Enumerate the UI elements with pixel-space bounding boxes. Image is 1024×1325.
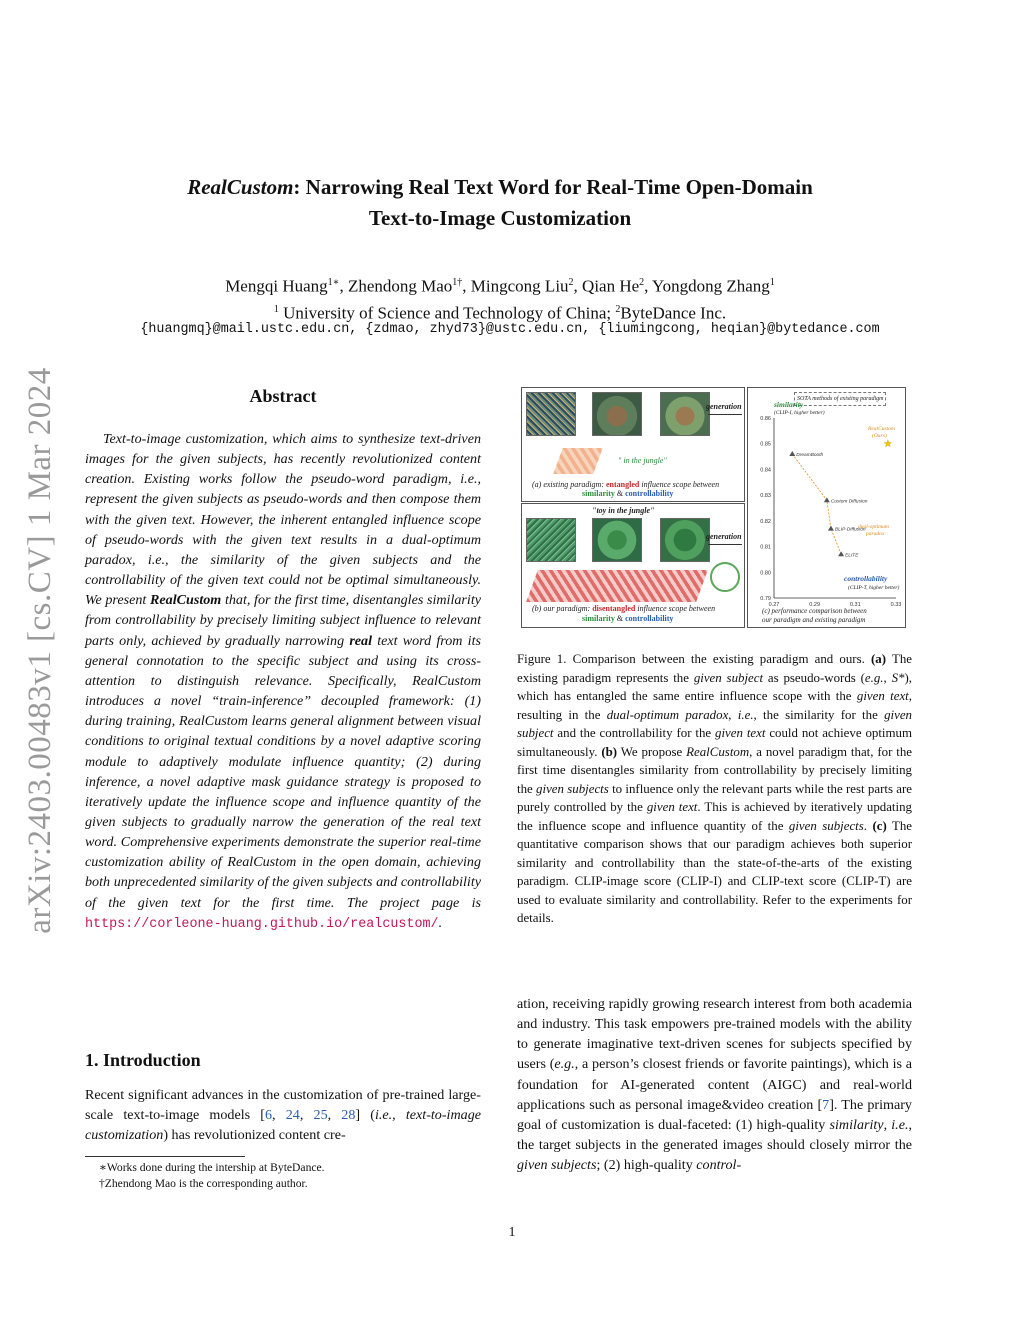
y-tick-label: 0.82 — [760, 518, 771, 525]
caption-text: We propose — [617, 744, 687, 759]
caption-text: , — [883, 670, 892, 685]
abstract-body — [85, 429, 481, 935]
author-sup: 2 — [639, 277, 645, 288]
affiliation-1: University of Science and Technology of China; — [283, 303, 612, 323]
caption-text: (a) existing paradigm: — [532, 480, 606, 489]
x-tick-label: 0.31 — [849, 602, 861, 608]
toy-image — [592, 518, 642, 562]
body-text: i.e. — [891, 1116, 909, 1133]
caption-text: given subject — [517, 707, 912, 740]
legend: SOTA methods of existing paradigm — [794, 392, 886, 406]
intro-text: , text-to-image customization — [85, 1107, 481, 1144]
caption-text: , — [728, 707, 738, 722]
prompt-label: "toy in the jungle" — [592, 506, 655, 515]
caption-text: RealCustom — [686, 744, 750, 759]
caption-bold: entangled — [606, 480, 640, 489]
y-tick-label: 0.79 — [760, 596, 771, 602]
body-text: ation, receiving rapidly growing research interest from both academia and industry. This task empowers pre-trained models with the ability to generate imaginative text-driven scenes for subjects specified by users ( — [517, 996, 912, 1073]
author-name: Mengqi Huang — [225, 276, 328, 296]
abstract-text: text word from its general connotation to the specific subject and using its cross-attention to distinguish relevance. Specifically, RealCustom introduces a novel “train-inference” decoupled framework: (1) during training, RealCustom learns general alignment between visual conditions to original textual conditions by a novel adaptive scoring module to adaptively modulate influence quantity; (2) during inference, a novel adaptive mask guidance strategy is proposed to iteratively update the influence scope and influence quantity of the given subjects to gradually narrow the generation of the real text word. Comprehensive experiments demonstrate the superior real-time customization ability of RealCustom in the open domain, achieving both unprecedented similarity of the given subjects and controllability of the given text for the first time. The project page is — [85, 632, 481, 911]
ours-label: (Ours) — [872, 433, 887, 439]
affiliation-2: ByteDance Inc. — [620, 303, 727, 323]
prompt-label: " in the jungle" — [618, 456, 667, 465]
toy-image — [592, 392, 642, 436]
caption-text: ), which has entangled the same entire influence scope with the — [517, 670, 912, 703]
caption-text: given text — [856, 689, 909, 703]
intro-text: ) has revolutionized content cre- — [163, 1127, 346, 1144]
caption-text: given subjects — [536, 781, 609, 796]
paradox-label: dual-optimum — [858, 524, 889, 530]
body-text: similarity — [829, 1116, 884, 1133]
data-point-label: Custom Diffusion — [830, 499, 868, 505]
data-point-existing — [789, 451, 795, 456]
toy-image — [660, 392, 710, 436]
abstract-text: Text-to-image customization, which aims to synthesize text-driven images for the given subjects, has recently revolutionized content creation. Existing works follow the pseudo-word paradigm, i.e., represent the given subjects as pseudo-words and then compose them with the given text. However, the inherent entangled influence scope of pseudo-words with the given text results in a dual-optimum paradox, i.e., the similarity of the given subjects and the controllability of the given text could not be optimal simultaneously. We present — [85, 431, 481, 609]
caption-label: (c) — [872, 818, 887, 833]
caption-text: influence scope between — [639, 480, 720, 489]
right-column-body — [517, 994, 912, 1175]
controllability-word: controllability — [625, 489, 674, 498]
body-text: e.g. — [554, 1056, 575, 1073]
caption-text: The existing paradigm represents the — [517, 652, 912, 685]
caption-text: influence scope between — [635, 604, 716, 613]
caption-label: (b) — [601, 744, 618, 759]
arxiv-id: arXiv:2403.00483v1 [cs.CV] 1 Mar 2024 — [21, 366, 58, 934]
intro-text: Recent significant advances in the customization of pre-trained large-scale text-to-image models — [85, 1087, 481, 1124]
body-text: control- — [696, 1157, 742, 1174]
noise-image — [526, 518, 576, 562]
footnote-1: ∗Works done during the intership at ByteDance. — [99, 1161, 325, 1174]
caption-text: as pseudo-words ( — [763, 670, 865, 685]
body-text: , the target subjects in the generated images should closely mirror the — [517, 1116, 913, 1154]
iterative-update-icon — [710, 562, 740, 592]
intro-section — [85, 1050, 481, 1145]
body-text: ]. The primary goal of customization is dual-faceted: (1) high-quality — [517, 1096, 912, 1133]
abstract-text: . — [438, 914, 443, 931]
author-name: Qian He — [582, 276, 640, 296]
panel-b-caption-2 — [582, 614, 673, 624]
author-name: Yongdong Zhang — [652, 276, 770, 296]
caption-bold: disentangled — [592, 604, 636, 613]
arrow — [708, 414, 742, 415]
aff-sup: 2 — [615, 303, 621, 315]
figure-panel-c — [747, 387, 906, 628]
author-sup: 2 — [568, 277, 574, 288]
figure-panel-a — [521, 387, 745, 502]
title-line2: Text-to-Image Customization — [368, 206, 632, 230]
data-point-existing — [828, 526, 834, 531]
y-tick-label: 0.80 — [760, 570, 771, 577]
caption-text: Figure 1. Comparison between the existing paradigm and ours. — [517, 652, 865, 666]
caption-text: The quantitative comparison shows that our paradigm achieves both superior similarity and controllability than the state-of-the-arts of the existing paradigm. CLIP-image score (CLIP-I) and CLIP-text score (CLIP-T) are used to evaluate similarity and controllability. Refer to the experiments for details. — [517, 818, 913, 925]
author-sup: 1∗ — [327, 277, 340, 288]
controllability-word: controllability — [625, 614, 674, 623]
data-point-label: DreamBooth — [796, 453, 824, 458]
generation-label: generation — [706, 532, 742, 541]
x-tick-label: 0.27 — [768, 602, 780, 608]
citation-link[interactable]: 6 — [265, 1107, 273, 1124]
arxiv-stamp — [20, 350, 60, 950]
intro-text: i.e. — [374, 1107, 393, 1124]
abstract-bold: RealCustom — [150, 592, 222, 609]
caption-text: given text — [715, 726, 766, 740]
caption-text: i.e. — [737, 707, 754, 722]
citation-link[interactable]: 7 — [822, 1096, 830, 1113]
caption-text: e.g. — [864, 670, 884, 685]
y-tick-label: 0.86 — [760, 416, 771, 422]
y-tick-label: 0.85 — [760, 441, 771, 448]
x-axis-sub: (CLIP-T, higher better) — [848, 585, 900, 591]
data-point-existing — [824, 497, 830, 502]
author-sup: 1† — [452, 277, 463, 288]
attention-map — [553, 448, 602, 474]
caption-text: dual-optimum paradox — [606, 707, 729, 722]
panel-a-caption-2 — [582, 489, 673, 499]
caption-text: to influence only the relevant parts while the rest parts are purely controlled by the — [517, 781, 912, 814]
caption-text: . — [863, 818, 873, 833]
caption-text: , a novel paradigm that, for the first time disentangles similarity from controllability by precisely limiting the — [517, 744, 912, 796]
abstract-heading: Abstract — [249, 386, 317, 406]
body-text: given subjects — [517, 1157, 597, 1174]
caption-text: could not achieve optimum simultaneously. — [517, 726, 913, 759]
y-tick-label: 0.84 — [760, 467, 771, 474]
y-axis-label: similarity — [774, 400, 804, 409]
abstract-section — [85, 386, 481, 935]
panel-c-caption: (c) performance comparison between — [762, 607, 867, 615]
paradox-label: paradox — [866, 531, 885, 537]
citation-link[interactable]: 25 — [313, 1107, 328, 1124]
similarity-word: similarity — [582, 614, 615, 623]
figure-1 — [519, 385, 907, 628]
y-tick-label: 0.81 — [760, 544, 771, 551]
caption-text: , the similarity for the — [753, 707, 885, 722]
caption-text: . This is achieved by iteratively updating the influence scope and influence quantity of the — [517, 800, 912, 833]
toy-image — [660, 518, 710, 562]
caption-text: & — [614, 489, 626, 498]
data-point-label: BLIP-Diffusion — [834, 527, 866, 533]
y-axis-sub: (CLIP-I, higher better) — [774, 410, 825, 416]
caption-text: (b) our paradigm: — [532, 604, 593, 613]
figure-caption — [517, 650, 912, 928]
caption-text: given subjects — [788, 818, 864, 833]
caption-text: and the controllability for the — [553, 726, 716, 740]
project-page-link[interactable]: https://corleone-huang.github.io/realcustom/ — [85, 916, 439, 932]
intro-text: ( — [370, 1107, 375, 1124]
x-axis-label: controllability — [844, 574, 888, 583]
abstract-text: that, for the first time, disentangles similarity from controllability by precisely limiting subject influence to relevant parts only, achieved by gradually narrowing — [85, 592, 482, 649]
body-text: , — [883, 1116, 892, 1133]
paper-title — [90, 172, 910, 234]
footnote-divider — [85, 1156, 245, 1157]
panel-b-caption — [532, 604, 715, 614]
body-text: ; (2) high-quality — [596, 1157, 697, 1174]
y-tick-label: 0.83 — [760, 493, 771, 500]
footnote-2: †Zhendong Mao is the corresponding author. — [99, 1177, 308, 1190]
author-emails: {huangmq}@mail.ustc.edu.cn, {zdmao, zhyd73}@ustc.edu.cn, {liumingcong, heqian}@bytedance.com — [140, 322, 880, 337]
intro-heading: 1. Introduction — [85, 1050, 201, 1070]
attention-map — [526, 570, 708, 602]
figure-panel-b — [521, 503, 745, 628]
author-sup: 1 — [769, 277, 775, 288]
generation-label: generation — [706, 402, 742, 411]
title-line1: : Narrowing Real Text Word for Real-Time Open-Domain — [293, 175, 813, 199]
caption-text: given subject — [693, 670, 764, 685]
x-tick-label: 0.33 — [890, 602, 902, 608]
similarity-word: similarity — [582, 489, 615, 498]
data-point-label: ELITE — [845, 553, 859, 559]
abstract-bold: real — [349, 632, 373, 649]
panel-c-caption: our paradigm and existing paradigm — [762, 616, 866, 624]
caption-text: & — [614, 614, 626, 623]
noise-image — [526, 392, 576, 436]
aff-sup: 1 — [273, 303, 279, 315]
arrow — [708, 544, 742, 545]
caption-text: , resulting in the — [517, 689, 912, 722]
intro-body: Recent significant advances in the customization of pre-trained large-scale text-to-image models [6, 24, 25, 28] (i.e., text-to-image customization) has revolutionized content cre- — [85, 1087, 481, 1144]
author-block: Mengqi Huang$^{1∗}$, Zhendong Mao$^{1\dagger}$, Mingcong Liu$^2$, Qian He$^2$, Yongdong Zhang$^1$ $^1$ University of Science and Technology of China; $^2$ByteDance Inc. — [90, 271, 910, 324]
citation-link[interactable]: 28 — [341, 1107, 356, 1124]
x-tick-label: 0.29 — [809, 602, 821, 608]
author-name: Zhendong Mao — [347, 276, 453, 296]
caption-text: S* — [891, 670, 905, 685]
citation-link[interactable]: 24 — [285, 1107, 300, 1124]
author-name: Mingcong Liu — [470, 276, 569, 296]
footnotes — [85, 1160, 481, 1192]
body-text: , a person’s closest friends or favorite paintings), which is a foundation for AI-generated content (AIGC) and real-world applications such as personal image&video creation [ — [517, 1056, 912, 1113]
data-point-existing — [838, 551, 844, 556]
affiliations — [90, 298, 910, 325]
caption-text: given text — [646, 800, 698, 814]
title-name: RealCustom — [187, 175, 294, 199]
page-number: 1 — [508, 1225, 516, 1240]
caption-label: (a) — [871, 652, 887, 666]
realcustom-label: RealCustom — [868, 426, 895, 432]
